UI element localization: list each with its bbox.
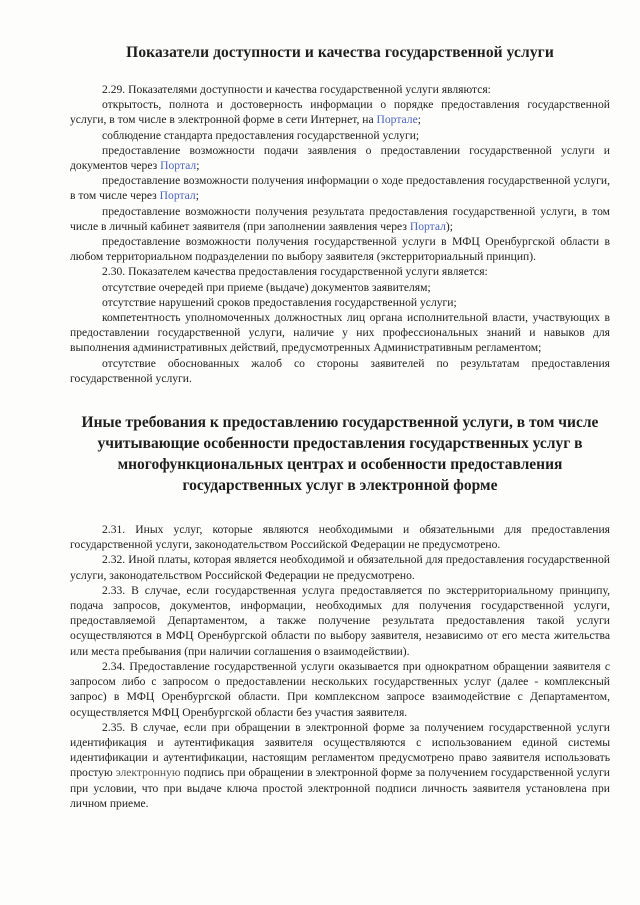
section-heading-other-requirements: Иные требования к предоставлению государственной услуги, в том числе учитывающие особенности предоставления государственных услуг в многофункциональных центрах и особенности предоставления государственных услуг в электронной форме	[81, 414, 599, 495]
paragraph-2-33: 2.33. В случае, если государственная услуга предоставляется по экстерриториальному принципу, подача запросов, документов, информации, необходимых для получения государственной услуги, предоставляемой Департаментом, а также получение результата предоставления такой услуги осуществляются в МФЦ Оренбургской области по выбору заявителя, независимо от его места жительства или места пребывания (при наличии соглашения о взаимодействии).	[70, 583, 610, 658]
text: ;	[195, 189, 199, 203]
section-heading-accessibility: Показатели доступности и качества государственной услуги	[126, 44, 554, 61]
paragraph-result	[70, 204, 610, 234]
text: подпись при обращении в электронной форме за получением государственной услуги при условии, что при выдаче ключа простой электронной подписи личность заявителя установлена при личном приеме.	[70, 766, 610, 810]
paragraph-competence: компетентность уполномоченных должностных лиц органа исполнительной власти, участвующих в предоставлении государственной услуги, наличие у них профессиональных знаний и навыков для выполнения административных действий, предусмотренных Административным регламентом;	[70, 311, 610, 355]
paragraph-deadlines: отсутствие нарушений сроков предоставления государственной услуги;	[102, 295, 457, 309]
paragraph-2-31: 2.31. Иных услуг, которые являются необходимыми и обязательными для предоставления государственной услуги, законодательством Российской Федерации не предусмотрено.	[70, 523, 610, 552]
text: предоставление возможности получения результата предоставления государственной услуги, в том числе в личный кабинет заявителя (при заполнении заявления через	[70, 204, 610, 233]
text: 2.35. В случае, если при обращении в электронной форме за получением государственной услуги идентификация и аутентификация заявителя осуществляются с использованием единой системы идентификации и аутентификации, настоящим регламентом предусмотрено право заявителя использовать простую	[70, 720, 610, 780]
text: );	[445, 219, 453, 233]
paragraph-openness	[70, 97, 610, 127]
paragraph-2-30: 2.30. Показателем качества предоставления государственной услуги является:	[102, 265, 488, 279]
faint-word: электронную	[115, 766, 181, 780]
paragraph-2-32: 2.32. Иной платы, которая является необходимой и обязательной для предоставления государственной услуги, законодательством Российской Федерации не предусмотрено.	[70, 553, 610, 582]
paragraph-progress-info	[70, 173, 610, 203]
paragraph-standard: соблюдение стандарта предоставления государственной услуги;	[102, 128, 420, 142]
paragraph-mfc: предоставление возможности получения государственной услуги в МФЦ Оренбургской области в любом территориальном подразделении по выбору заявителя (экстерриториальный принцип).	[70, 235, 610, 264]
paragraph-queues: отсутствие очередей при приеме (выдаче) документов заявителям;	[102, 280, 431, 294]
paragraph-complaints: отсутствие обоснованных жалоб со стороны заявителей по результатам предоставления государственной услуги.	[70, 356, 610, 385]
portal-link: Портал	[160, 159, 197, 173]
paragraph-submission	[70, 143, 610, 173]
paragraph-2-35	[70, 720, 610, 811]
text: предоставление возможности подачи заявления о предоставлении государственной услуги и документов через	[70, 143, 610, 173]
text: ;	[417, 113, 421, 127]
paragraph-2-34: 2.34. Предоставление государственной услуги оказывается при однократном обращении заявителя с запросом либо с запросом о предоставлении нескольких государственных услуг (далее - комплексный запрос) в МФЦ Оренбургской области. При комплексном запросе взаимодействие с Департаментом, осуществляется МФЦ Оренбургской области без участия заявителя.	[70, 659, 610, 719]
text: ;	[196, 159, 200, 173]
paragraph-2-29: 2.29. Показателями доступности и качества государственной услуги являются:	[102, 83, 491, 96]
text: предоставление возможности получения информации о ходе предоставления государственной услуги, в том числе через	[70, 174, 610, 203]
portal-link: Портал	[159, 189, 196, 203]
portal-link: Портале	[376, 113, 418, 127]
text: открытость, полнота и достоверность информации о порядке предоставления государственной услуги, в том числе в электронной форме в сети Интернет, на	[70, 98, 610, 127]
portal-link: Портал	[409, 219, 446, 233]
